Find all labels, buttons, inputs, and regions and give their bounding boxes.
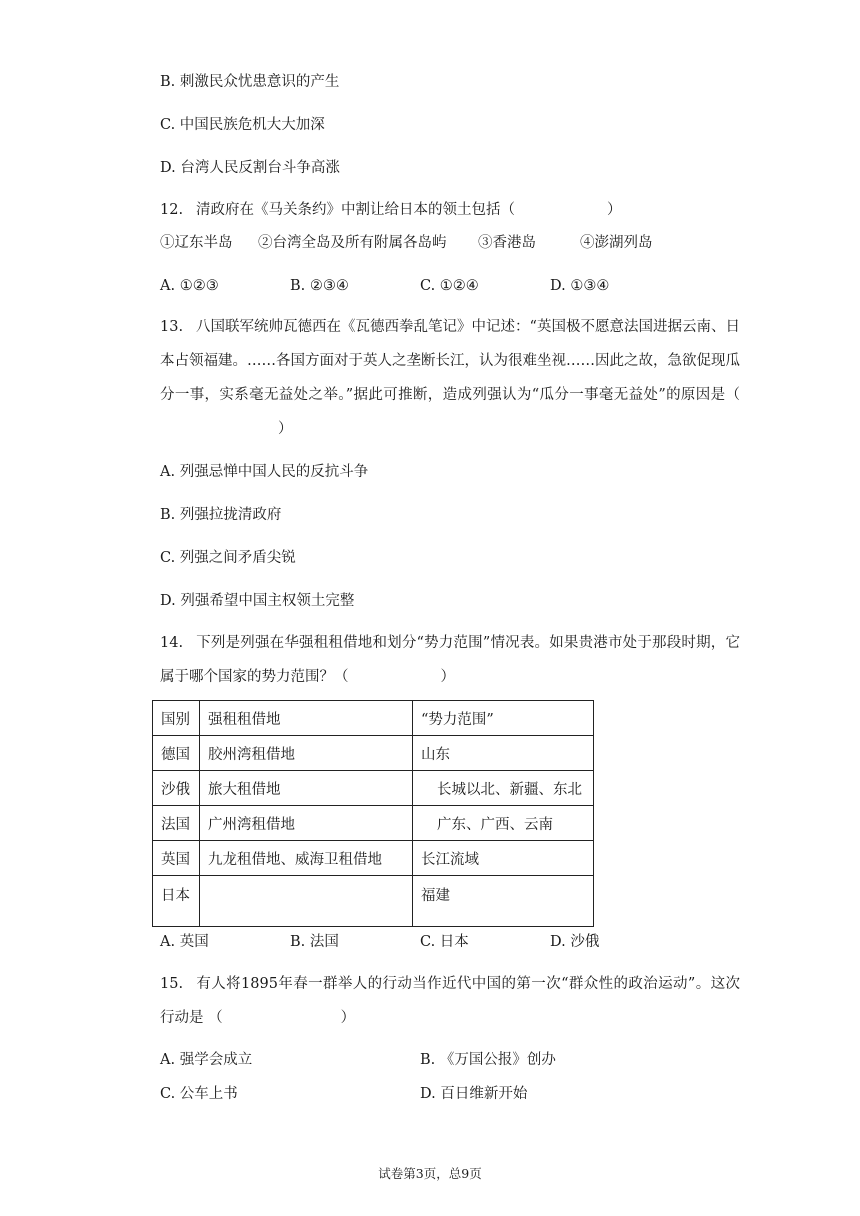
q12-option-b: B. ②③④ bbox=[290, 278, 349, 294]
table-cell bbox=[200, 876, 413, 927]
q14-options bbox=[160, 932, 720, 952]
table-header-cell: 国别 bbox=[153, 701, 200, 736]
q12-option-d: D. ①③④ bbox=[550, 278, 610, 294]
table-cell: 英国 bbox=[153, 841, 200, 876]
table-cell: 沙俄 bbox=[153, 771, 200, 806]
q12-options bbox=[160, 276, 720, 296]
table-row bbox=[153, 736, 594, 771]
q15-option-a: A. 强学会成立 bbox=[160, 1052, 253, 1068]
q12-number: 12. bbox=[160, 202, 184, 218]
q15-options-row-1 bbox=[160, 1050, 720, 1070]
q12-stem-text: 清政府在《马关条约》中割让给日本的领土包括（ bbox=[196, 202, 515, 218]
table-cell: 山东 bbox=[413, 736, 594, 771]
q12-stem bbox=[160, 200, 622, 220]
table-header-cell: 强租租借地 bbox=[200, 701, 413, 736]
q13-stem bbox=[160, 310, 740, 446]
table-row bbox=[153, 876, 594, 927]
q15-option-c: C. 公车上书 bbox=[160, 1086, 238, 1102]
q13-stem-close: ） bbox=[278, 421, 293, 437]
q15-options-row-2 bbox=[160, 1084, 720, 1104]
q15-option-b: B. 《万国公报》创办 bbox=[420, 1052, 556, 1068]
q12-stem-close: ） bbox=[607, 202, 622, 218]
q12-item-3: ③香港岛 bbox=[478, 235, 536, 251]
q13-option-d: D. 列强希望中国主权领土完整 bbox=[160, 593, 355, 609]
q14-number: 14. bbox=[160, 635, 184, 651]
q15-stem-text: 有人将1895年春一群举人的行动当作近代中国的第一次“群众性的政治运动”。这次行动是 （ bbox=[160, 976, 740, 1026]
table-row bbox=[153, 841, 594, 876]
sphere-of-influence-table bbox=[152, 700, 594, 927]
table-cell: 德国 bbox=[153, 736, 200, 771]
table-cell: 旅大租借地 bbox=[200, 771, 413, 806]
table-cell: 胶州湾租借地 bbox=[200, 736, 413, 771]
q13-number: 13. bbox=[160, 319, 184, 335]
q12-item-4: ④澎湖列岛 bbox=[580, 235, 653, 251]
q13-option-b: B. 列强拉拢清政府 bbox=[160, 507, 282, 523]
table-cell: 日本 bbox=[153, 876, 200, 927]
q12-option-a: A. ①②③ bbox=[160, 278, 219, 294]
q14-option-a: A. 英国 bbox=[160, 934, 209, 950]
table-row bbox=[153, 771, 594, 806]
q14-stem-text: 下列是列强在华强租租借地和划分“势力范围”情况表。如果贵港市处于那段时期，它属于哪个国家的势力范围？（ bbox=[160, 635, 740, 685]
q14-option-d: D. 沙俄 bbox=[550, 934, 600, 950]
q12-item-2: ②台湾全岛及所有附属各岛屿 bbox=[258, 235, 447, 251]
table-cell: 长江流域 bbox=[413, 841, 594, 876]
q11-option-c: C. 中国民族危机大大加深 bbox=[160, 117, 325, 133]
table-cell: 广东、广西、云南 bbox=[413, 806, 594, 841]
q15-stem bbox=[160, 967, 740, 1035]
q14-stem-close: ） bbox=[440, 669, 455, 685]
q12-item-1: ①辽东半岛 bbox=[160, 235, 233, 251]
q14-stem bbox=[160, 626, 740, 694]
table-cell: 九龙租借地、威海卫租借地 bbox=[200, 841, 413, 876]
q14-option-b: B. 法国 bbox=[290, 934, 339, 950]
q14-option-c: C. 日本 bbox=[420, 934, 469, 950]
q11-option-b: B. 刺激民众忧患意识的产生 bbox=[160, 74, 340, 90]
q11-option-d: D. 台湾人民反割台斗争高涨 bbox=[160, 160, 340, 176]
table-header-row bbox=[153, 701, 594, 736]
q12-option-c: C. ①②④ bbox=[420, 278, 479, 294]
q12-items bbox=[160, 233, 720, 253]
q15-option-d: D. 百日维新开始 bbox=[420, 1086, 528, 1102]
page-footer: 试卷第3页，总9页 bbox=[378, 1166, 482, 1181]
q15-number: 15. bbox=[160, 976, 184, 992]
q13-stem-text: 八国联军统帅瓦德西在《瓦德西拳乱笔记》中记述：“英国极不愿意法国进据云南、日本占领福建。……各国方面对于英人之垄断长江，认为很难坐视……因此之故，急欲促现瓜分一事，实系毫无益处之举。”据此可推断，造成列强认为“瓜分一事毫无益处”的原因是（ bbox=[160, 319, 740, 403]
table-header-cell: “势力范围” bbox=[413, 701, 594, 736]
table-row bbox=[153, 806, 594, 841]
q15-stem-close: ） bbox=[340, 1010, 356, 1026]
q13-option-c: C. 列强之间矛盾尖锐 bbox=[160, 550, 296, 566]
table-cell: 广州湾租借地 bbox=[200, 806, 413, 841]
table-cell: 法国 bbox=[153, 806, 200, 841]
table-cell: 长城以北、新疆、东北 bbox=[413, 771, 594, 806]
q13-option-a: A. 列强忌惮中国人民的反抗斗争 bbox=[160, 464, 369, 480]
table-cell: 福建 bbox=[413, 876, 594, 927]
